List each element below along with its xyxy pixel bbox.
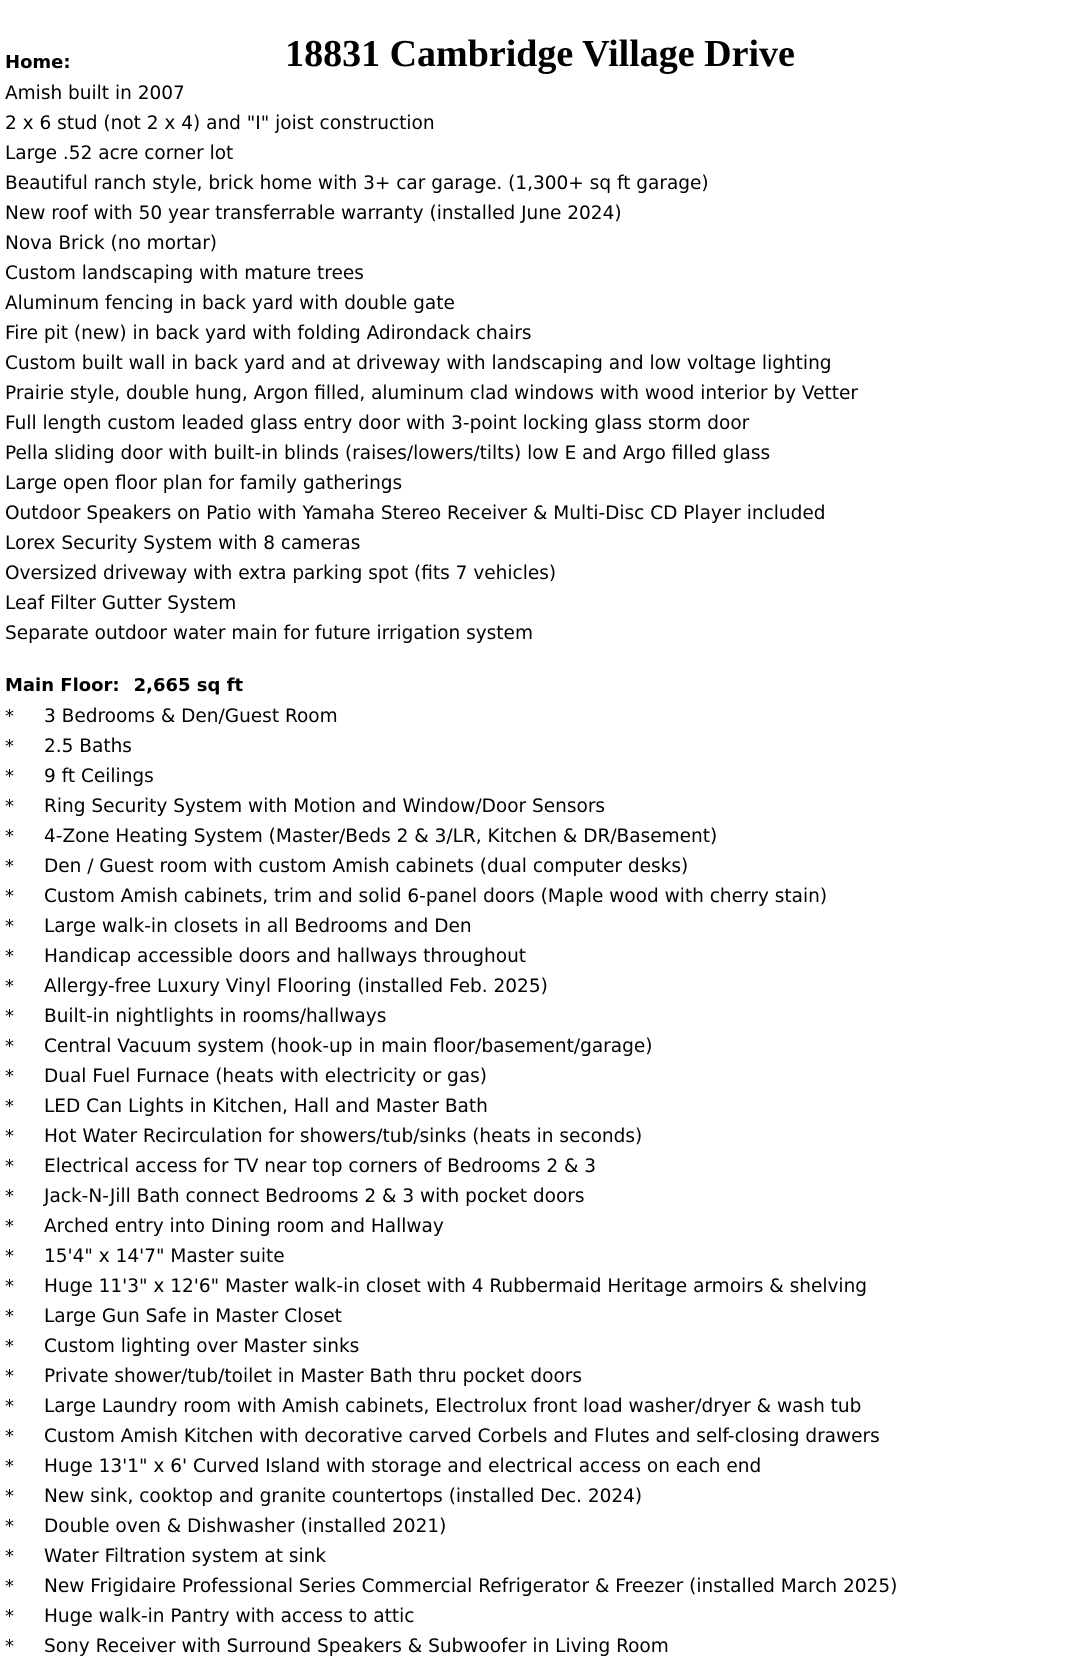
- main-floor-feature-item: [5, 1512, 897, 1542]
- main-floor-feature-text: Built-in nightlights in rooms/hallways: [44, 1006, 387, 1027]
- main-floor-feature-item: [5, 1632, 897, 1662]
- main-floor-feature-text: Huge walk-in Pantry with access to attic: [44, 1606, 415, 1627]
- main-floor-feature-item: [5, 702, 897, 732]
- bullet-asterisk: *: [5, 1516, 14, 1537]
- main-floor-feature-text: Large walk-in closets in all Bedrooms and Den: [44, 916, 472, 937]
- main-floor-feature-text: Den / Guest room with custom Amish cabinets (dual computer desks): [44, 856, 689, 877]
- bullet-asterisk: *: [5, 976, 14, 997]
- main-floor-feature-item: [5, 1062, 897, 1092]
- main-floor-feature-item: [5, 1182, 897, 1212]
- home-feature-item: Separate outdoor water main for future irrigation system: [5, 623, 533, 644]
- home-feature-item: Lorex Security System with 8 cameras: [5, 533, 361, 554]
- main-floor-feature-text: Double oven & Dishwasher (installed 2021): [44, 1516, 447, 1537]
- main-floor-feature-item: [5, 732, 897, 762]
- main-floor-feature-item: [5, 852, 897, 882]
- main-floor-feature-text: Electrical access for TV near top corners of Bedrooms 2 & 3: [44, 1156, 597, 1177]
- main-floor-feature-text: Allergy-free Luxury Vinyl Flooring (installed Feb. 2025): [44, 976, 548, 997]
- main-floor-feature-text: Huge 13'1" x 6' Curved Island with storage and electrical access on each end: [44, 1456, 762, 1477]
- main-floor-feature-item: [5, 1302, 897, 1332]
- main-floor-feature-item: [5, 1572, 897, 1602]
- main-floor-feature-item: [5, 1422, 897, 1452]
- home-feature-list: [5, 79, 858, 649]
- main-floor-section-label: [5, 671, 243, 701]
- bullet-asterisk: *: [5, 1096, 14, 1117]
- home-feature-item: Outdoor Speakers on Patio with Yamaha Stereo Receiver & Multi-Disc CD Player included: [5, 503, 826, 524]
- main-floor-feature-text: Dual Fuel Furnace (heats with electricity or gas): [44, 1066, 487, 1087]
- main-floor-feature-text: Water Filtration system at sink: [44, 1546, 327, 1567]
- main-floor-feature-text: Hot Water Recirculation for showers/tub/sinks (heats in seconds): [44, 1126, 643, 1147]
- bullet-asterisk: *: [5, 1036, 14, 1057]
- main-floor-feature-item: [5, 942, 897, 972]
- main-floor-feature-item: [5, 1032, 897, 1062]
- main-floor-feature-item: [5, 1242, 897, 1272]
- main-floor-feature-item: [5, 1602, 897, 1632]
- bullet-asterisk: *: [5, 1126, 14, 1147]
- main-floor-feature-text: Jack-N-Jill Bath connect Bedrooms 2 & 3 with pocket doors: [44, 1186, 585, 1207]
- main-floor-feature-text: Arched entry into Dining room and Hallway: [44, 1216, 444, 1237]
- bullet-asterisk: *: [5, 1636, 14, 1657]
- bullet-asterisk: *: [5, 1366, 14, 1387]
- home-feature-item: Prairie style, double hung, Argon filled, aluminum clad windows with wood interior by Vetter: [5, 383, 859, 404]
- main-floor-feature-item: [5, 1092, 897, 1122]
- main-floor-feature-item: [5, 822, 897, 852]
- bullet-asterisk: *: [5, 946, 14, 967]
- bullet-asterisk: *: [5, 826, 14, 847]
- main-floor-feature-item: [5, 912, 897, 942]
- main-floor-feature-item: [5, 762, 897, 792]
- main-floor-feature-text: Private shower/tub/toilet in Master Bath thru pocket doors: [44, 1366, 583, 1387]
- main-floor-feature-text: 3 Bedrooms & Den/Guest Room: [44, 706, 338, 727]
- main-floor-feature-item: [5, 1002, 897, 1032]
- main-floor-feature-text: 9 ft Ceilings: [44, 766, 154, 787]
- bullet-asterisk: *: [5, 706, 14, 727]
- bullet-asterisk: *: [5, 1576, 14, 1597]
- main-floor-feature-text: 4-Zone Heating System (Master/Beds 2 & 3/LR, Kitchen & DR/Basement): [44, 826, 718, 847]
- main-floor-feature-item: [5, 1362, 897, 1392]
- main-floor-feature-text: 2.5 Baths: [44, 736, 132, 757]
- main-floor-feature-text: New Frigidaire Professional Series Commercial Refrigerator & Freezer (installed March 2025): [44, 1576, 898, 1597]
- main-floor-feature-text: Custom lighting over Master sinks: [44, 1336, 360, 1357]
- home-feature-item: Large open floor plan for family gatherings: [5, 473, 403, 494]
- main-floor-feature-list: [5, 702, 897, 1662]
- bullet-asterisk: *: [5, 1066, 14, 1087]
- main-floor-feature-item: [5, 1452, 897, 1482]
- main-floor-feature-item: [5, 1212, 897, 1242]
- bullet-asterisk: *: [5, 1006, 14, 1027]
- bullet-asterisk: *: [5, 1456, 14, 1477]
- main-floor-feature-text: Huge 11'3" x 12'6" Master walk-in closet with 4 Rubbermaid Heritage armoirs & shelving: [44, 1276, 868, 1297]
- main-floor-feature-item: [5, 882, 897, 912]
- main-floor-label: Main Floor:: [5, 675, 120, 696]
- bullet-asterisk: *: [5, 1156, 14, 1177]
- main-floor-feature-text: Central Vacuum system (hook-up in main floor/basement/garage): [44, 1036, 653, 1057]
- main-floor-feature-text: Custom Amish Kitchen with decorative carved Corbels and Flutes and self-closing drawers: [44, 1426, 880, 1447]
- home-feature-item: Custom built wall in back yard and at driveway with landscaping and low voltage lighting: [5, 353, 832, 374]
- home-feature-item: Beautiful ranch style, brick home with 3+ car garage. (1,300+ sq ft garage): [5, 173, 709, 194]
- bullet-asterisk: *: [5, 1336, 14, 1357]
- home-feature-item: Oversized driveway with extra parking spot (fits 7 vehicles): [5, 563, 557, 584]
- main-floor-feature-text: Handicap accessible doors and hallways throughout: [44, 946, 527, 967]
- bullet-asterisk: *: [5, 886, 14, 907]
- main-floor-feature-item: [5, 1272, 897, 1302]
- home-section-label: Home:: [5, 52, 71, 73]
- main-floor-feature-item: [5, 1122, 897, 1152]
- main-floor-feature-item: [5, 1392, 897, 1422]
- main-floor-feature-text: New sink, cooktop and granite countertops (installed Dec. 2024): [44, 1486, 643, 1507]
- main-floor-feature-item: [5, 1482, 897, 1512]
- bullet-asterisk: *: [5, 1186, 14, 1207]
- main-floor-feature-item: [5, 1332, 897, 1362]
- bullet-asterisk: *: [5, 1426, 14, 1447]
- main-floor-feature-text: Large Laundry room with Amish cabinets, Electrolux front load washer/dryer & wash tub: [44, 1396, 862, 1417]
- main-floor-feature-text: Sony Receiver with Surround Speakers & Subwoofer in Living Room: [44, 1636, 669, 1657]
- bullet-asterisk: *: [5, 1606, 14, 1627]
- main-floor-feature-text: Large Gun Safe in Master Closet: [44, 1306, 342, 1327]
- bullet-asterisk: *: [5, 1486, 14, 1507]
- main-floor-feature-item: [5, 1152, 897, 1182]
- home-feature-item: Full length custom leaded glass entry door with 3-point locking glass storm door: [5, 413, 750, 434]
- bullet-asterisk: *: [5, 766, 14, 787]
- home-feature-item: New roof with 50 year transferrable warranty (installed June 2024): [5, 203, 622, 224]
- main-floor-feature-item: [5, 1542, 897, 1572]
- bullet-asterisk: *: [5, 736, 14, 757]
- main-floor-feature-text: Ring Security System with Motion and Window/Door Sensors: [44, 796, 606, 817]
- main-floor-area: 2,665 sq ft: [133, 675, 244, 696]
- home-feature-item: 2 x 6 stud (not 2 x 4) and "I" joist construction: [5, 113, 435, 134]
- home-feature-item: Leaf Filter Gutter System: [5, 593, 237, 614]
- home-feature-item: Nova Brick (no mortar): [5, 233, 218, 254]
- home-feature-item: Fire pit (new) in back yard with folding Adirondack chairs: [5, 323, 532, 344]
- bullet-asterisk: *: [5, 856, 14, 877]
- bullet-asterisk: *: [5, 916, 14, 937]
- main-floor-feature-item: [5, 972, 897, 1002]
- bullet-asterisk: *: [5, 1276, 14, 1297]
- home-feature-item: Pella sliding door with built-in blinds (raises/lowers/tilts) low E and Argo filled glass: [5, 443, 771, 464]
- home-feature-item: Large .52 acre corner lot: [5, 143, 234, 164]
- home-feature-item: Amish built in 2007: [5, 83, 185, 104]
- bullet-asterisk: *: [5, 1396, 14, 1417]
- home-feature-item: Custom landscaping with mature trees: [5, 263, 364, 284]
- main-floor-feature-text: 15'4" x 14'7" Master suite: [44, 1246, 285, 1267]
- page-title: 18831 Cambridge Village Drive: [285, 33, 795, 76]
- bullet-asterisk: *: [5, 1216, 14, 1237]
- main-floor-feature-item: [5, 792, 897, 822]
- main-floor-feature-text: Custom Amish cabinets, trim and solid 6-panel doors (Maple wood with cherry stain): [44, 886, 828, 907]
- main-floor-feature-text: LED Can Lights in Kitchen, Hall and Master Bath: [44, 1096, 488, 1117]
- bullet-asterisk: *: [5, 1246, 14, 1267]
- home-feature-item: Aluminum fencing in back yard with double gate: [5, 293, 455, 314]
- bullet-asterisk: *: [5, 1306, 14, 1327]
- bullet-asterisk: *: [5, 796, 14, 817]
- bullet-asterisk: *: [5, 1546, 14, 1567]
